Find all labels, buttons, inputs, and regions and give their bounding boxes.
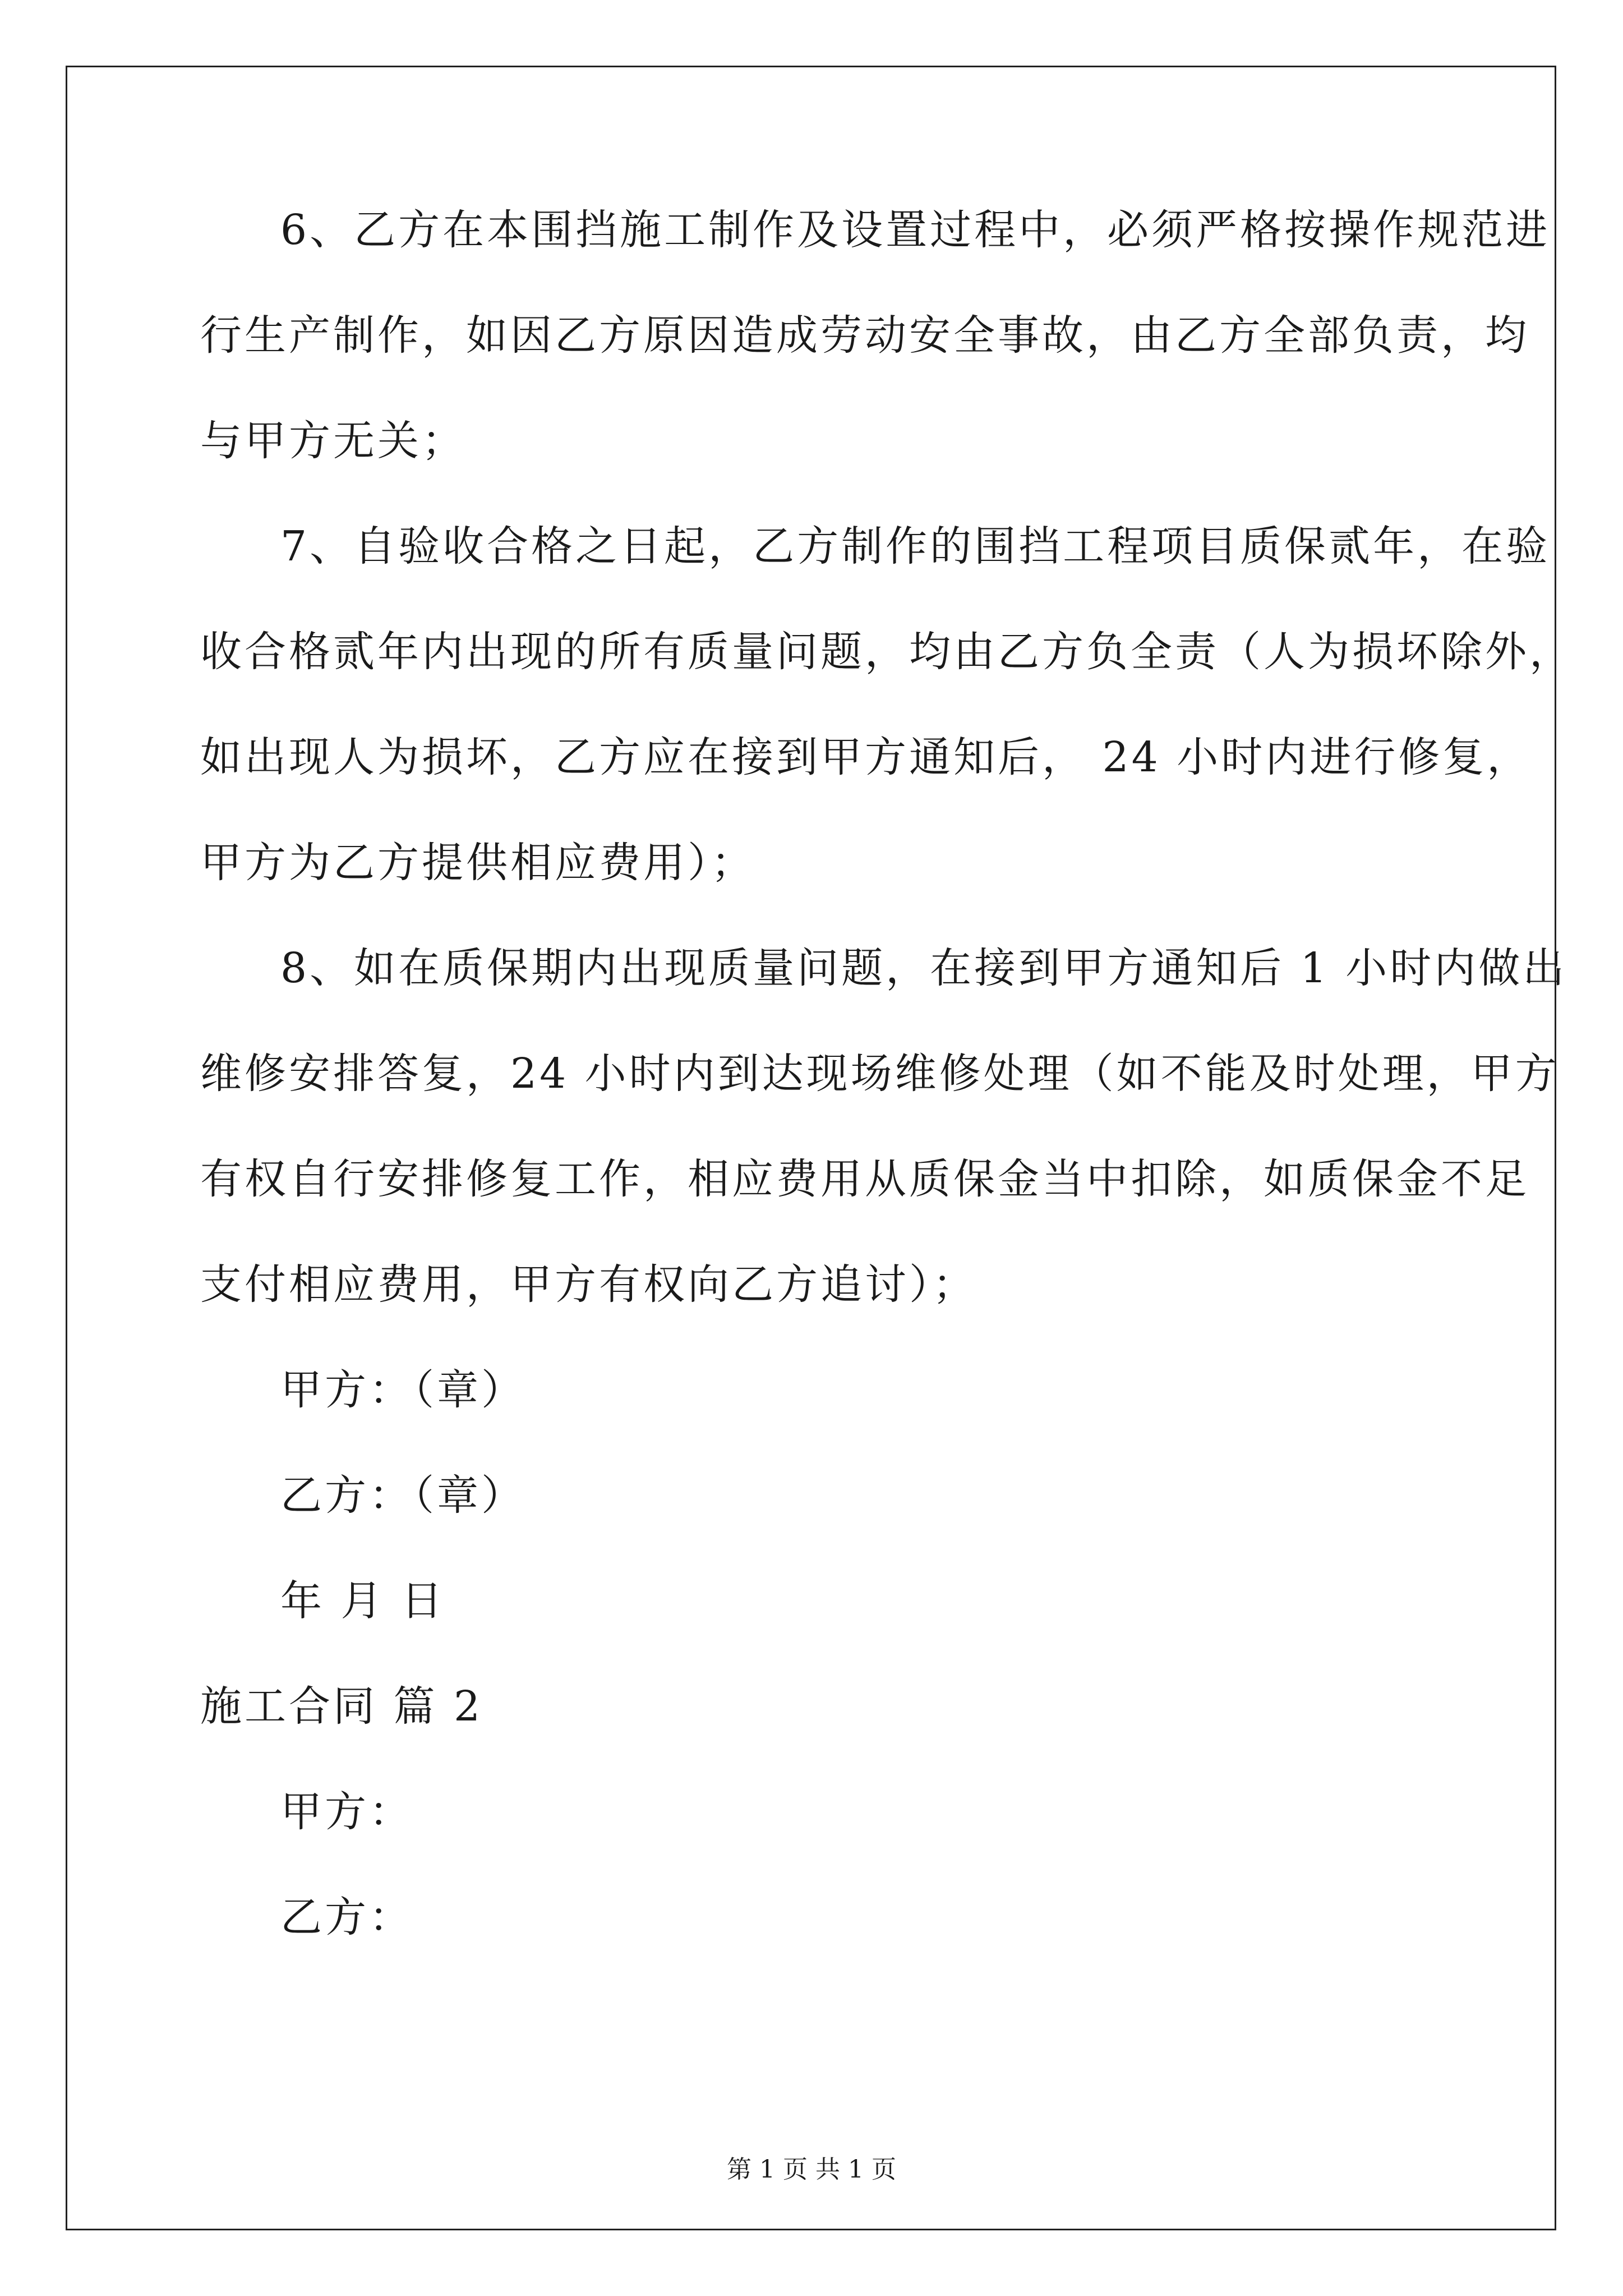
clause-8-line-3: 有权自行安排修复工作，相应费用从质保金当中扣除，如质保金不足 [200,1155,1529,1203]
clause-8-line-2: 维修安排答复，24 小时内到达现场维修处理（如不能及时处理，甲方 [200,1050,1560,1098]
page-footer: 第 1 页 共 1 页 [727,2155,896,2184]
clause-8-line-4: 支付相应费用，甲方有权向乙方追讨）； [200,1260,977,1309]
clause-7-line-4: 甲方为乙方提供相应费用）； [200,839,755,887]
date-line: 年 月 日 [280,1577,446,1625]
clause-7-line-3: 如出现人为损坏，乙方应在接到甲方通知后， 24 小时内进行修复， [200,733,1532,781]
party-a-label: 甲方： [280,1788,413,1836]
clause-6-line-1: 6、乙方在本围挡施工制作及设置过程中，必须严格按操作规范进 [280,206,1551,254]
section-heading: 施工合同 篇 2 [200,1682,483,1731]
clause-7-line-2: 收合格贰年内出现的所有质量问题，均由乙方负全责（人为损坏除外， [200,628,1574,676]
party-a-seal: 甲方：（章） [280,1366,525,1414]
clause-6-line-2: 行生产制作，如因乙方原因造成劳动安全事故，由乙方全部负责，均 [200,311,1529,360]
party-b-seal: 乙方：（章） [280,1471,525,1520]
clause-8-line-1: 8、如在质保期内出现质量问题，在接到甲方通知后 1 小时内做出 [280,944,1567,992]
clause-7-line-1: 7、自验收合格之日起，乙方制作的围挡工程项目质保贰年，在验 [280,522,1551,570]
party-b-label: 乙方： [280,1893,413,1941]
clause-6-line-3: 与甲方无关； [200,417,466,465]
